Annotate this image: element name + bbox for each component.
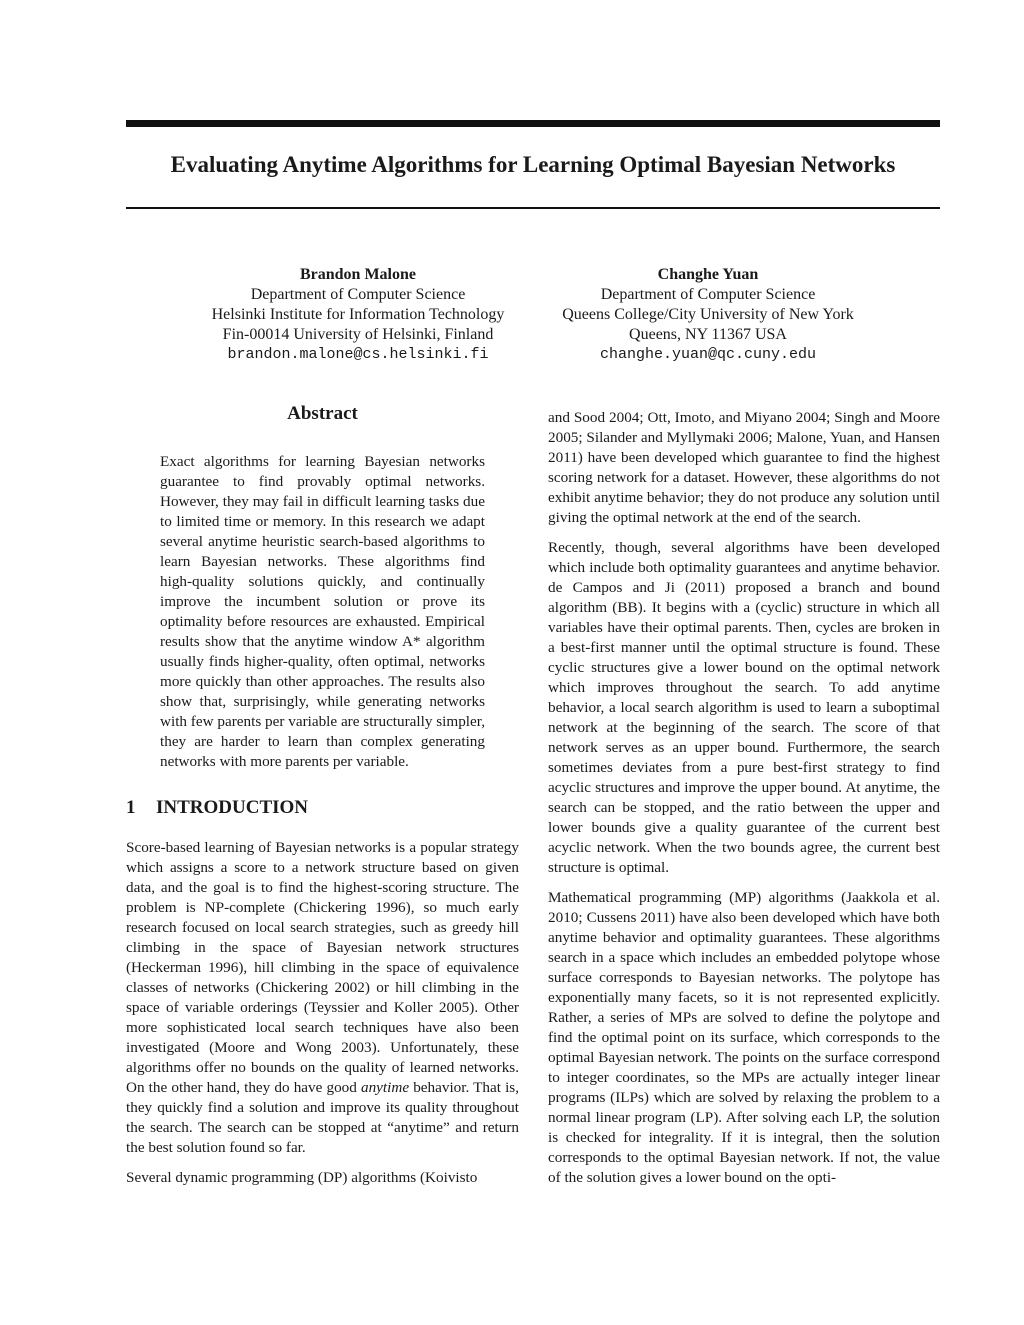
author-name: Brandon Malone [299, 266, 416, 283]
section-heading [126, 796, 519, 820]
section-number: 1 [126, 797, 136, 818]
author-block-2 [518, 265, 898, 365]
abstract-text: Exact algorithms for learning Bayesian networks guarantee to find provably optimal networks. However, they may fail in difficult learning tasks due to limited time or memory. In this research we adapt several anytime heuristic search-based algorithms to learn Bayesian networks. These algorithms find high-quality solutions quickly, and continually improve the incumbent solution or prove its optimality before resources are exhausted. Empirical results show that the anytime window A* algorithm usually finds higher-quality, often optimal, networks more quickly than other approaches. The results also show that, surprisingly, while generating networks with few parents per variable are structurally simpler, they are harder to learn than complex generating networks with more parents per variable. [160, 453, 485, 770]
author-affiliation-line: Queens, NY 11367 USA [629, 326, 787, 343]
author-email: changhe.yuan@qc.cuny.edu [599, 346, 817, 363]
left-column [126, 402, 519, 1198]
author-affiliation-line: Helsinki Institute for Information Technology [211, 306, 505, 323]
intro-paragraph-2-continued: and Sood 2004; Ott, Imoto, and Miyano 2004; Singh and Moore 2005; Silander and Myllymaki 2006; Malone, Yuan, and Hansen 2011) have been developed which guarantee to find the highest scoring network for a dataset. However, these algorithms do not exhibit anytime behavior; they do not produce any solution until giving the optimal network at the end of the search. [548, 409, 940, 526]
author-affiliation-line: Fin-00014 University of Helsinki, Finland [222, 326, 494, 343]
author-affiliation-line: Queens College/City University of New York [562, 306, 854, 323]
paper-title: Evaluating Anytime Algorithms for Learning Optimal Bayesian Networks [170, 152, 896, 177]
author-affiliation-line: Department of Computer Science [250, 286, 466, 303]
author-affiliation-line: Department of Computer Science [600, 286, 816, 303]
intro-paragraph-3: Recently, though, several algorithms have been developed which include both optimality guarantees and anytime behavior. de Campos and Ji (2011) proposed a branch and bound algorithm (BB). It begins with a (cyclic) structure in which all variables have their optimal parents. Then, cycles are broken in a best-first manner until the optimal structure is found. These cyclic structures give a lower bound on the optimal network which improves throughout the search. To add anytime behavior, a local search algorithm is used to learn a suboptimal network at the beginning of the search. The score of that network serves as an upper bound. Furthermore, the search sometimes deviates from a pure best-first strategy to find acyclic structures and improve the upper bound. At anytime, the search can be stopped, and the ratio between the upper and lower bounds give a quality guarantee of the current best acyclic network. When the two bounds agree, the current best structure is optimal. [548, 539, 940, 876]
paragraph-text: behavior. That is, they quickly find a solution and improve its quality throughout the search. The search can be stopped at “anytime” and return the best solution found so far. [126, 1079, 520, 1156]
right-column [548, 408, 940, 1198]
intro-paragraph-4: Mathematical programming (MP) algorithms (Jaakkola et al. 2010; Cussens 2011) have also been developed which have both anytime behavior and optimality guarantees. These algorithms search in a space which includes an embedded polytope whose surface corresponds to Bayesian networks. The polytope has exponentially many facets, so it is not represented explicitly. Rather, a series of MPs are solved to define the polytope and find the optimal point on its surface, which corresponds to the optimal Bayesian network. The points on the surface correspond to integer coordinates, so the MPs are actually integer linear programs (ILPs) which are solved by relaxing the problem to a normal linear program (LP). After solving each LP, the solution is checked for integrality. If it is integral, then the solution corresponds to the optimal Bayesian network. If not, the value of the solution gives a lower bound on the opti- [548, 889, 940, 1186]
title-bottom-rule [126, 207, 940, 209]
emphasis-text: anytime [360, 1079, 410, 1096]
paragraph-text: Score-based learning of Bayesian networks is a popular strategy which assigns a score to a network structure based on given data, and the goal is to find the highest-scoring structure. The problem is NP-complete (Chickering 1996), so much early research focused on local search strategies, such as greedy hill climbing in the space of Bayesian network structures (Heckerman 1996), hill climbing in the space of equivalence classes of networks (Chickering 2002) or hill climbing in the space of variable orderings (Teyssier and Koller 2005). Other more sophisticated local search techniques have also been investigated (Moore and Wong 2003). Unfortunately, these algorithms offer no bounds on the quality of learned networks. On the other hand, they do have good [126, 839, 519, 1096]
author-email: brandon.malone@cs.helsinki.fi [227, 346, 489, 363]
section-title: INTRODUCTION [156, 797, 309, 818]
intro-paragraph-1 [126, 838, 519, 1158]
title-top-rule [126, 120, 940, 127]
author-block-1 [168, 265, 548, 365]
author-name: Changhe Yuan [657, 266, 759, 283]
abstract-heading: Abstract [287, 403, 358, 424]
intro-paragraph-2-start: Several dynamic programming (DP) algorithms (Koivisto [126, 1169, 478, 1186]
